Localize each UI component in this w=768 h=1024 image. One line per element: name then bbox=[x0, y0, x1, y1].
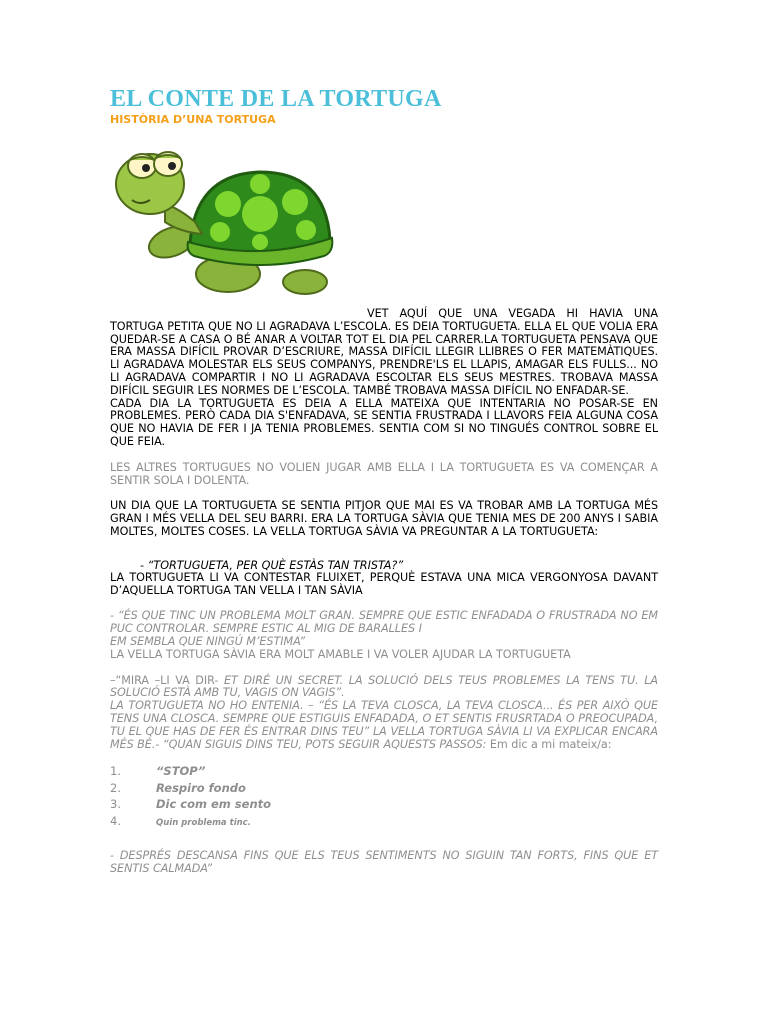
paragraph-1: VET AQUÍ QUE UNA VEGADA HI HAVIA UNA TORTUGA PETITA QUE NO LI AGRADAVA L’ESCOLA. ES DEIA TORTUGUETA. ELLA EL QUE VOLIA ERA QUEDAR-SE A CASA O BÉ ANAR A VOLTAR TOT EL DIA PEL CARRER.LA TORTUGUETA PENSAVA QUE ERA MASSA DIFÍCIL PROVAR D’ESCRIURE, MASSA DIFÍCIL LLEGIR LLIBRES O FER MATEMÀTIQUES. LI AGRADAVA MOLESTAR ELS SEUS COMPANYS, PRENDRE'LS EL LLAPIS, AMAGAR ELS FULLS... NO LI AGRADAVA COMPARTIR I NO LI AGRADAVA ESCOLTAR ELS SEUS MESTRES. TROBAVA MASSA DIFÍCIL SEGUIR LES NORMES DE L’ESCOLA. TAMBÉ TROBAVA MASSA DIFÍCIL NO ENFADAR-SE. bbox=[110, 307, 658, 397]
turtle-illustration bbox=[110, 134, 368, 306]
step-number: 3. bbox=[110, 797, 121, 812]
step-number: 4. bbox=[110, 813, 121, 828]
step-text: Quin problema tinc. bbox=[156, 817, 251, 828]
list-item bbox=[110, 781, 658, 798]
list-item bbox=[110, 797, 658, 814]
paragraph-4: UN DIA QUE LA TORTUGUETA SE SENTIA PITJOR QUE MAI ES VA TROBAR AMB LA TORTUGA MÉS GRAN I MÉS VELLA DEL SEU BARRI. ERA LA TORTUGA SÀVIA QUE TENIA MES DE 200 ANYS I SABIA MOLTES, MOLTES COSES. LA VELLA TORTUGA SÀVIA VA PREGUNTAR A LA TORTUGUETA: bbox=[110, 499, 658, 538]
paragraph-8 bbox=[110, 700, 658, 751]
paragraph-6b: EM SEMBLA QUE NINGÚ M’ESTIMA” bbox=[110, 634, 305, 648]
step-text: Dic com em sento bbox=[156, 797, 272, 812]
list-item bbox=[110, 764, 658, 781]
paragraph-7-secret: ET DIRÉ UN SECRET. LA SOLUCIÓ DELS TEUS PROBLEMES LA TENS TU. LA SOLUCIÓ ESTÀ AMB TU, VAGIS ON VAGIS”. bbox=[110, 673, 658, 700]
page-title: EL CONTE DE LA TORTUGA bbox=[110, 86, 442, 112]
step-text: “STOP” bbox=[156, 764, 206, 779]
step-text: Respiro fondo bbox=[156, 780, 246, 795]
paragraph-5: LA TORTUGUETA LI VA CONTESTAR FLUIXET, PERQUÈ ESTAVA UNA MICA VERGONYOSA DAVANT D’AQUELLA TORTUGA TAN VELLA I TAN SÀVIA bbox=[110, 570, 658, 597]
steps-list bbox=[110, 764, 658, 830]
paragraph-3: LES ALTRES TORTUGUES NO VOLIEN JUGAR AMB ELLA I LA TORTUGUETA ES VA COMENÇAR A SENTIR SOLA I DOLENTA. bbox=[110, 460, 658, 487]
paragraph-8-text: LA TORTUGUETA NO HO ENTENIA. – “ÉS LA TEVA CLOSCA, LA TEVA CLOSCA... ÉS PER AIXÒ QUE TENS UNA CLOSCA. SEMPRE QUE ESTIGUIS ENFADADA, O ET SENTIS FRUSRTADA O PREOCUPADA, TU EL QUE HAS DE FER ÉS ENTRAR DINS TEU” LA VELLA TORTUGA SÀVIA LI VA EXPLICAR ENCARA MÉS BÉ.- “QUAN SIGUIS DINS TEU, POTS SEGUIR AQUESTS PASSOS: bbox=[110, 699, 658, 751]
list-item bbox=[110, 814, 658, 831]
paragraph-6c: LA VELLA TORTUGA SÀVIA ERA MOLT AMABLE I VA VOLER AJUDAR LA TORTUGUETA bbox=[110, 647, 571, 661]
paragraph-6a: - “ÉS QUE TINC UN PROBLEMA MOLT GRAN. SEMPRE QUE ESTIC ENFADADA O FRUSTRADA NO EM PUC CONTROLAR. SEMPRE ESTIC AL MIG DE BARALLES I bbox=[110, 609, 658, 636]
paragraph-7 bbox=[110, 675, 658, 701]
step-number: 2. bbox=[110, 780, 121, 795]
document-body bbox=[110, 82, 658, 876]
paragraph-9: - DESPRÉS DESCANSA FINS QUE ELS TEUS SENTIMENTS NO SIGUIN TAN FORTS, FINS QUE ET SENTIS CALMADA” bbox=[110, 849, 658, 876]
step-number: 1. bbox=[110, 764, 121, 779]
paragraph-8-tail: Em dic a mi mateix/a: bbox=[486, 737, 612, 751]
paragraph-2: CADA DIA LA TORTUGUETA ES DEIA A ELLA MATEIXA QUE INTENTARIA NO POSAR-SE EN PROBLEMES. PERÒ CADA DIA S'ENFADAVA, SE SENTIA FRUSTRADA I LLAVORS FEIA ALGUNA COSA QUE NO HAVIA DE FER I JA TENIA PROBLEMES. SENTIA COM SI NO TINGUÉS CONTROL SOBRE EL QUE FEIA. bbox=[110, 396, 658, 448]
quote-question: - “TORTUGUETA, PER QUÈ ESTÀS TAN TRISTA?” bbox=[140, 558, 404, 572]
paragraph-7-lead: –“MIRA –LI VA DIR- bbox=[110, 673, 219, 687]
page-subtitle: HISTÒRIA D’UNA TORTUGA bbox=[110, 113, 276, 126]
